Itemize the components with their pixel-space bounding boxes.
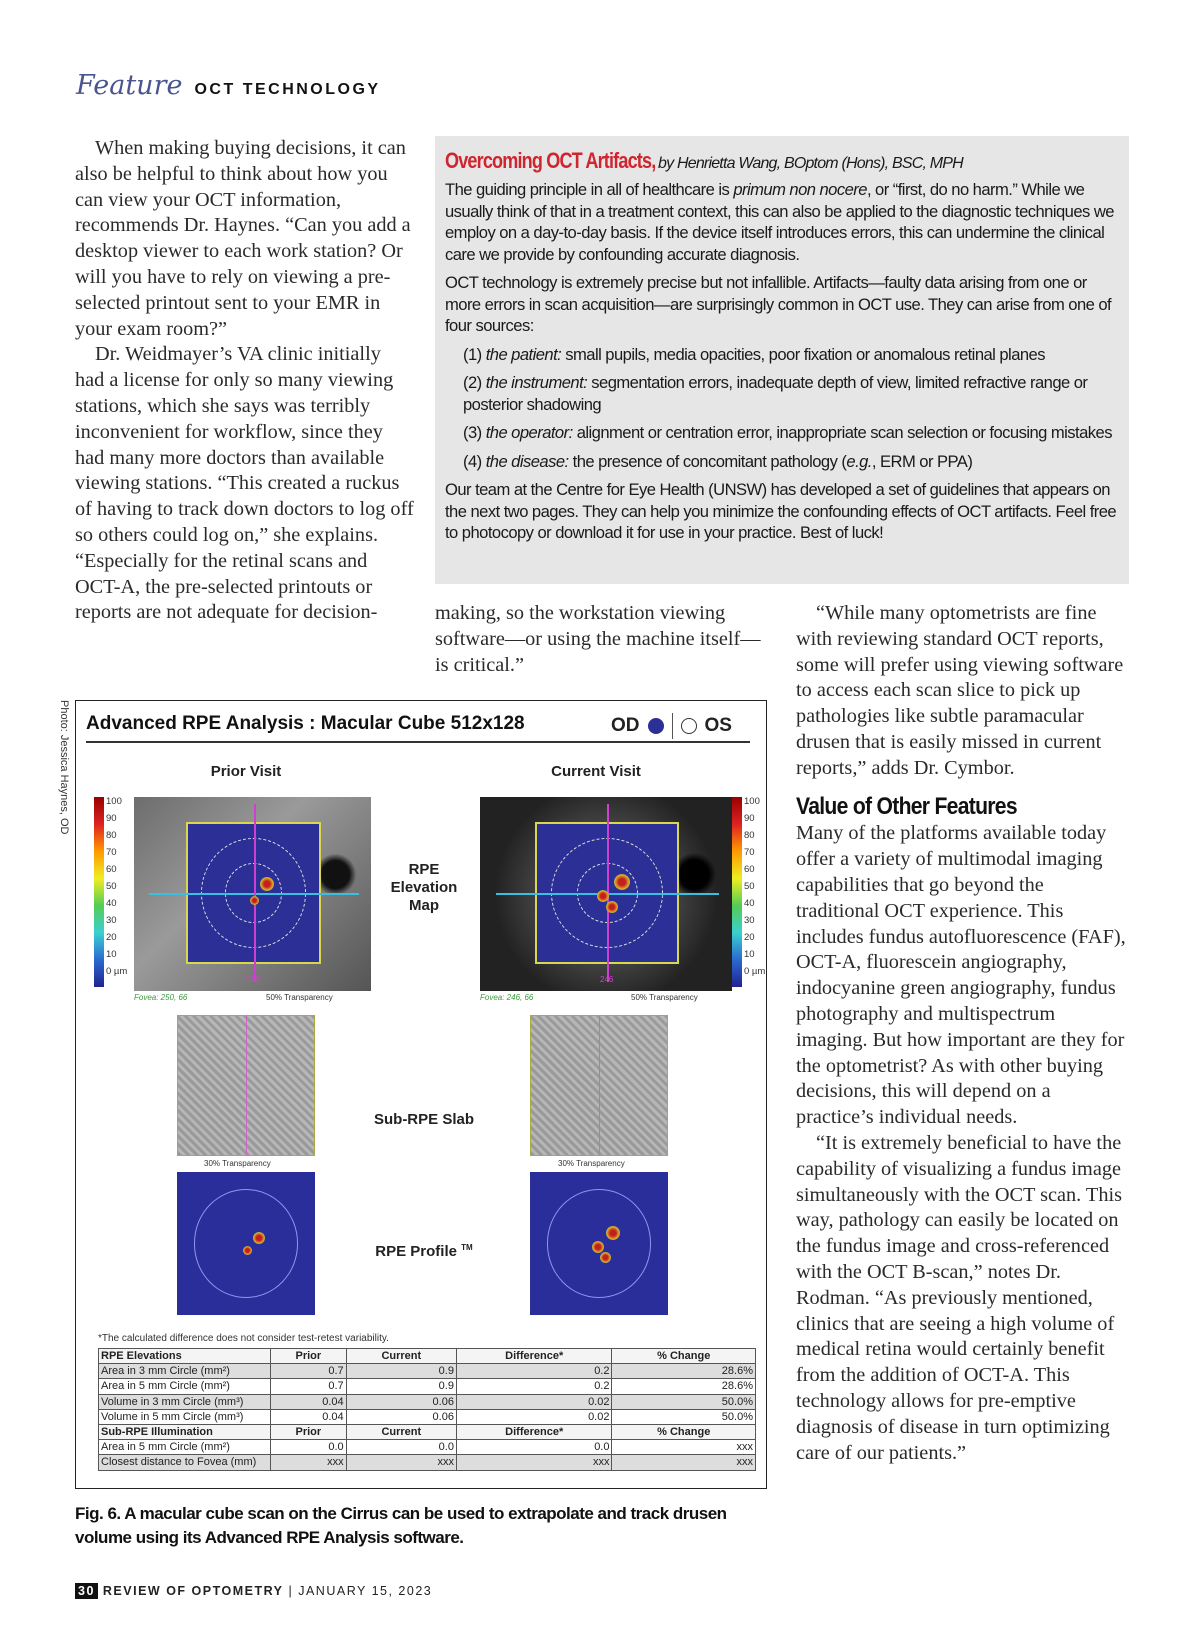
paragraph: Many of the platforms available today offer a variety of multimodal imaging capabilities that go beyond the traditional OCT experience. This includes fundus autofluorescence (FAF), OCT-A, fluorescein angiography, indocyanine green angiography, fundus photography and multispectrum imaging. But how important are they for the optometrist? As with other buying decisions, this will depend on a practice’s individual needs. bbox=[796, 822, 1126, 1129]
scale-tick-label: 50 bbox=[744, 881, 755, 892]
scale-tick-label: 60 bbox=[106, 864, 117, 875]
table-cell: 0.7 bbox=[271, 1364, 347, 1379]
sidebar-list-item: (1) the patient: small pupils, media opacities, poor fixation or anomalous retinal planes bbox=[463, 344, 1045, 364]
current-fundus-image: 246 bbox=[480, 797, 732, 991]
table-cell: 50.0% bbox=[612, 1409, 756, 1424]
table-cell: Volume in 5 mm Circle (mm³) bbox=[99, 1409, 271, 1424]
od-filled-dot-icon bbox=[648, 718, 664, 734]
page-footer bbox=[75, 1583, 432, 1599]
table-cell: Closest distance to Fovea (mm) bbox=[99, 1455, 271, 1470]
scale-tick-label: 40 bbox=[106, 898, 117, 909]
table-row bbox=[99, 1349, 756, 1364]
page-number: 30 bbox=[75, 1583, 98, 1599]
table-cell: 0.2 bbox=[456, 1364, 612, 1379]
scale-tick-label: 0 µm bbox=[106, 966, 128, 977]
right-column bbox=[796, 601, 1131, 1466]
table-row bbox=[99, 1455, 756, 1470]
section-label: OCT TECHNOLOGY bbox=[194, 81, 381, 98]
scale-tick-label: 0 µm bbox=[744, 966, 766, 977]
table-cell: 0.06 bbox=[346, 1409, 456, 1424]
table-cell: Difference* bbox=[456, 1349, 612, 1364]
sidebar-title: Overcoming OCT Artifacts, by Henrietta Wang, BOptom (Hons), BSC, MPH bbox=[445, 148, 963, 173]
byline: by Henrietta Wang, BOptom (Hons), BSC, MPH bbox=[658, 155, 963, 172]
od-label: OD bbox=[611, 715, 640, 736]
table-cell: Current bbox=[346, 1349, 456, 1364]
table-cell: 0.04 bbox=[271, 1394, 347, 1409]
rpe-profile-label: RPE Profile ™ bbox=[375, 1243, 473, 1260]
table-cell: 0.0 bbox=[271, 1440, 347, 1455]
table-cell: % Change bbox=[612, 1424, 756, 1439]
eye-selector bbox=[611, 713, 732, 739]
table-cell: Current bbox=[346, 1424, 456, 1439]
paragraph: “It is extremely beneficial to have the capability of visualizing a fundus image simultaneously with the OCT scan. This way, pathology can easily be located on the fundus image and cross-referenced with the OCT B-scan,” notes Dr. Rodman. “As previously mentioned, clinics that are seeing a high volume of medical retina would certainly benefit from the addition of OCT-A. This technology allows for pre-emptive diagnosis of disease in turn optimizing care of our patients.” bbox=[796, 1131, 1122, 1464]
table-cell: RPE Elevations bbox=[99, 1349, 271, 1364]
table-row bbox=[99, 1409, 756, 1424]
table-cell: 0.06 bbox=[346, 1394, 456, 1409]
current-sub-rpe-slab-image bbox=[530, 1015, 668, 1156]
table-cell: 0.02 bbox=[456, 1409, 612, 1424]
figure-footnote: *The calculated difference does not consider test-retest variability. bbox=[98, 1333, 389, 1344]
scale-tick-label: 90 bbox=[106, 813, 117, 824]
scale-tick-label: 40 bbox=[744, 898, 755, 909]
table-row bbox=[99, 1379, 756, 1394]
table-cell: Volume in 3 mm Circle (mm³) bbox=[99, 1394, 271, 1409]
current-rpe-profile-image bbox=[530, 1172, 668, 1315]
figure-caption: Fig. 6. A macular cube scan on the Cirrus can be used to extrapolate and track drusen volume using its Advanced RPE Analysis software. bbox=[75, 1504, 727, 1547]
table-cell: 0.9 bbox=[346, 1364, 456, 1379]
os-empty-dot-icon bbox=[681, 718, 697, 734]
page-header bbox=[76, 70, 381, 101]
scale-tick-label: 70 bbox=[744, 847, 755, 858]
table-cell: 28.6% bbox=[612, 1379, 756, 1394]
table-cell: Area in 5 mm Circle (mm²) bbox=[99, 1440, 271, 1455]
scale-tick-label: 20 bbox=[106, 932, 117, 943]
scale-tick-label: 10 bbox=[106, 949, 117, 960]
table-cell: Sub-RPE Illumination bbox=[99, 1424, 271, 1439]
scale-tick-label: 80 bbox=[106, 830, 117, 841]
prior-fovea: Fovea: 250, 66 bbox=[134, 993, 188, 1002]
table-cell: 0.02 bbox=[456, 1394, 612, 1409]
paragraph: Dr. Weidmayer’s VA clinic initially had a license for only so many viewing stations, which she says was terribly inconvenient for workflow, since they had many more doctors than available viewing stations. “This created a ruckus of having to track down doctors to log off so others could log on,” she explains. “Especially for the retinal scans and OCT-A, the pre-selected printouts or reports are not adequate for decision- bbox=[75, 343, 414, 624]
rpe-results-table bbox=[98, 1348, 756, 1471]
feature-label: Feature bbox=[76, 70, 183, 101]
os-label: OS bbox=[704, 715, 732, 736]
table-cell: 0.0 bbox=[456, 1440, 612, 1455]
color-scale-ticks bbox=[744, 793, 765, 980]
scale-tick-label: 90 bbox=[744, 813, 755, 824]
color-scale-ticks bbox=[106, 793, 127, 980]
table-cell: 0.0 bbox=[346, 1440, 456, 1455]
table-cell: xxx bbox=[612, 1440, 756, 1455]
subheading: Value of Other Features bbox=[796, 792, 1017, 820]
current-fovea: Fovea: 246, 66 bbox=[480, 993, 534, 1002]
figure-title: Advanced RPE Analysis : Macular Cube 512x128 bbox=[86, 713, 525, 734]
table-cell: xxx bbox=[456, 1455, 612, 1470]
prior-sub-rpe-slab-image bbox=[177, 1015, 315, 1156]
color-scale-bar bbox=[732, 797, 742, 987]
publication-name: REVIEW OF OPTOMETRY bbox=[102, 1584, 284, 1598]
sub-rpe-slab-label: Sub-RPE Slab bbox=[373, 1111, 474, 1128]
prior-rpe-profile-image bbox=[177, 1172, 315, 1315]
left-column bbox=[75, 136, 415, 626]
table-cell: 28.6% bbox=[612, 1364, 756, 1379]
scale-tick-label: 60 bbox=[744, 864, 755, 875]
color-scale-bar bbox=[94, 797, 104, 987]
sidebar-paragraph: Our team at the Centre for Eye Health (UNSW) has developed a set of guidelines that appears on the next two pages. They can help you minimize the confounding effects of OCT artifacts. Feel free to photocopy or download it for use in your practice. Best of luck! bbox=[445, 480, 1117, 542]
scale-tick-label: 80 bbox=[744, 830, 755, 841]
table-row bbox=[99, 1440, 756, 1455]
sidebar-list-item: (4) the disease: the presence of concomitant pathology (e.g., ERM or PPA) bbox=[463, 451, 973, 471]
table-cell: Prior bbox=[271, 1424, 347, 1439]
table-cell: 50.0% bbox=[612, 1394, 756, 1409]
table-cell: Prior bbox=[271, 1349, 347, 1364]
table-cell: Area in 5 mm Circle (mm²) bbox=[99, 1379, 271, 1394]
sidebar-list-item: (2) the instrument: segmentation errors, inadequate depth of view, limited refractive range or posterior shadowing bbox=[463, 373, 1088, 414]
sidebar-paragraph: The guiding principle in all of healthcare is primum non nocere, or “first, do no harm.” While we usually think of that in a treatment context, this can also be applied to the diagnostic techniques we employ on a day-to-day basis. If the device itself introduces errors, this can undermine the clinical care we provide by confounding accurate diagnosis. bbox=[445, 180, 1114, 264]
middle-column bbox=[435, 601, 765, 678]
table-cell: % Change bbox=[612, 1349, 756, 1364]
table-cell: 0.2 bbox=[456, 1379, 612, 1394]
scale-tick-label: 10 bbox=[744, 949, 755, 960]
transparency-label: 30% Transparency bbox=[558, 1159, 625, 1168]
table-cell: 0.7 bbox=[271, 1379, 347, 1394]
table-row bbox=[99, 1364, 756, 1379]
photo-credit: Photo: Jessica Haynes, OD bbox=[58, 700, 70, 835]
table-row bbox=[99, 1424, 756, 1439]
table-cell: xxx bbox=[271, 1455, 347, 1470]
scale-tick-label: 50 bbox=[106, 881, 117, 892]
table-cell: Difference* bbox=[456, 1424, 612, 1439]
sidebar-paragraph: OCT technology is extremely precise but not infallible. Artifacts—faulty data arising from one or more errors in scan acquisition—are surprisingly common in OCT use. They can arise from one of four sources: bbox=[445, 273, 1112, 335]
table-cell: xxx bbox=[346, 1455, 456, 1470]
sidebar-list-item: (3) the operator: alignment or centration error, inappropriate scan selection or focusing mistakes bbox=[463, 423, 1112, 442]
paragraph: making, so the workstation viewing software—or using the machine itself—is critical.” bbox=[435, 602, 761, 676]
scale-tick-label: 30 bbox=[106, 915, 117, 926]
transparency-label: 30% Transparency bbox=[204, 1159, 271, 1168]
table-cell: xxx bbox=[612, 1455, 756, 1470]
scale-tick-label: 30 bbox=[744, 915, 755, 926]
scale-tick-label: 100 bbox=[744, 796, 760, 807]
table-cell: 0.04 bbox=[271, 1409, 347, 1424]
table-row bbox=[99, 1394, 756, 1409]
scale-tick-label: 20 bbox=[744, 932, 755, 943]
prior-visit-label: Prior Visit bbox=[210, 763, 282, 780]
current-visit-label: Current Visit bbox=[551, 763, 641, 780]
issue-date: | JANUARY 15, 2023 bbox=[288, 1584, 433, 1598]
paragraph: When making buying decisions, it can also be helpful to think about how you can view your OCT information, recommends Dr. Haynes. “Can you add a desktop viewer to each work station? Or will you have to rely on viewing a pre-selected printout sent to your EMR in your exam room?” bbox=[75, 137, 411, 340]
table-cell: Area in 3 mm Circle (mm²) bbox=[99, 1364, 271, 1379]
paragraph: “While many optometrists are fine with reviewing standard OCT reports, some will prefer using viewing software to access each scan slice to pick up pathologies like subtle paramacular drusen that is easily missed in current reports,” adds Dr. Cymbor. bbox=[796, 602, 1124, 779]
figure-rpe-analysis bbox=[75, 700, 767, 1489]
prior-fundus-image: 250 bbox=[134, 797, 371, 991]
table-cell: 0.9 bbox=[346, 1379, 456, 1394]
scale-tick-label: 100 bbox=[106, 796, 122, 807]
scale-tick-label: 70 bbox=[106, 847, 117, 858]
rpe-elevation-map-label: RPE Elevation Map bbox=[390, 861, 458, 914]
transparency-label: 50% Transparency bbox=[266, 993, 333, 1002]
sidebar-box bbox=[435, 136, 1129, 584]
transparency-label: 50% Transparency bbox=[631, 993, 698, 1002]
title-rule bbox=[86, 741, 750, 743]
